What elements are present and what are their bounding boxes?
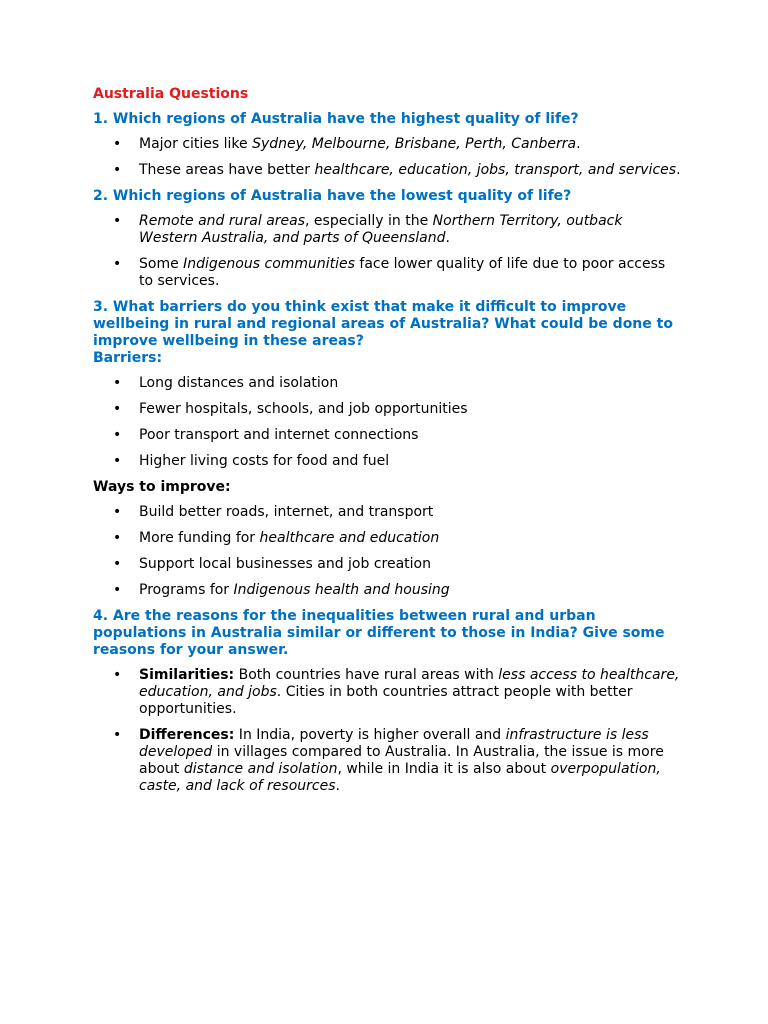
bullet-icon: • (113, 453, 122, 469)
differences-label: Differences: (139, 727, 235, 743)
barriers-list (93, 375, 683, 470)
bullet-icon: • (113, 136, 122, 152)
improvement-emphasis: Indigenous health and housing (233, 582, 450, 598)
similarities-label: Similarities: (139, 667, 235, 683)
question-4-heading: 4. Are the reasons for the inequalities between rural and urban populations in Australia similar or different to those in India? Give some reasons for your answer. (93, 608, 665, 658)
document-page (93, 86, 683, 804)
list-item (93, 453, 683, 470)
answer-emphasis: distance and isolation (183, 761, 338, 777)
improvement-text: More funding for (139, 530, 260, 546)
list-item (93, 213, 683, 247)
answer-text: In India, poverty is higher overall and (234, 727, 506, 743)
question-1-answers (93, 136, 683, 179)
barrier-text: Higher living costs for food and fuel (139, 453, 390, 469)
list-item (93, 375, 683, 392)
answer-text: , especially in the (305, 213, 433, 229)
bullet-icon: • (113, 504, 122, 520)
answer-emphasis: Sydney, Melbourne, Brisbane, Perth, Canberra (252, 136, 577, 152)
bullet-icon: • (113, 582, 122, 598)
answer-emphasis: infrastructure is less developed (139, 727, 649, 760)
bullet-icon: • (113, 213, 122, 229)
answer-emphasis: Remote and rural areas (139, 213, 306, 229)
barrier-text: Poor transport and internet connections (139, 427, 419, 443)
bullet-icon: • (113, 162, 122, 178)
list-item (93, 530, 683, 547)
answer-emphasis: Indigenous communities (183, 256, 355, 272)
improvement-text: Build better roads, internet, and transport (139, 504, 434, 520)
list-item (93, 727, 683, 795)
answer-text: , while in India it is also about (337, 761, 551, 777)
answer-text: . (445, 230, 450, 246)
list-item (93, 256, 683, 290)
list-item (93, 401, 683, 418)
answer-text: Some (139, 256, 184, 272)
answer-text: Both countries have rural areas with (234, 667, 499, 683)
barriers-label: Barriers: (93, 350, 163, 366)
ways-to-improve-list (93, 504, 683, 599)
answer-text: Major cities like (139, 136, 253, 152)
barrier-text: Fewer hospitals, schools, and job opportunities (139, 401, 468, 417)
bullet-icon: • (113, 427, 122, 443)
answer-text: face lower quality of life due to poor access to services. (139, 256, 666, 289)
improvement-emphasis: healthcare and education (259, 530, 440, 546)
list-item (93, 582, 683, 599)
answer-emphasis: Northern Territory, outback Western Australia, and parts of Queensland (139, 213, 623, 246)
bullet-icon: • (113, 401, 122, 417)
answer-text: . (676, 162, 681, 178)
answer-emphasis: overpopulation, caste, and lack of resources (139, 761, 661, 794)
ways-to-improve-label: Ways to improve: (93, 479, 231, 495)
question-3-text: 3. What barriers do you think exist that make it difficult to improve wellbeing in rural and regional areas of Australia? What could be done to improve wellbeing in these areas? (93, 299, 673, 349)
question-2-heading: 2. Which regions of Australia have the lowest quality of life? (93, 188, 572, 204)
list-item (93, 504, 683, 521)
list-item (93, 556, 683, 573)
answer-text: in villages compared to Australia. In Australia, the issue is more about (139, 744, 664, 777)
list-item (93, 162, 683, 179)
bullet-icon: • (113, 375, 122, 391)
list-item (93, 136, 683, 153)
bullet-icon: • (113, 667, 122, 683)
barrier-text: Long distances and isolation (139, 375, 339, 391)
answer-text: These areas have better (139, 162, 315, 178)
question-1-heading: 1. Which regions of Australia have the highest quality of life? (93, 111, 579, 127)
improvement-text: Support local businesses and job creation (139, 556, 431, 572)
document-title: Australia Questions (93, 86, 249, 102)
answer-text: . (335, 778, 340, 794)
list-item (93, 667, 683, 718)
answer-text: . (576, 136, 581, 152)
improvement-text: Programs for (139, 582, 234, 598)
list-item (93, 427, 683, 444)
answer-text: . Cities in both countries attract people with better opportunities. (139, 684, 633, 717)
answer-emphasis: less access to healthcare, education, and jobs (139, 667, 680, 700)
bullet-icon: • (113, 727, 122, 743)
question-3-heading (93, 299, 683, 367)
question-4-answers (93, 667, 683, 795)
bullet-icon: • (113, 256, 122, 272)
bullet-icon: • (113, 530, 122, 546)
answer-emphasis: healthcare, education, jobs, transport, and services (314, 162, 677, 178)
bullet-icon: • (113, 556, 122, 572)
question-2-answers (93, 213, 683, 290)
